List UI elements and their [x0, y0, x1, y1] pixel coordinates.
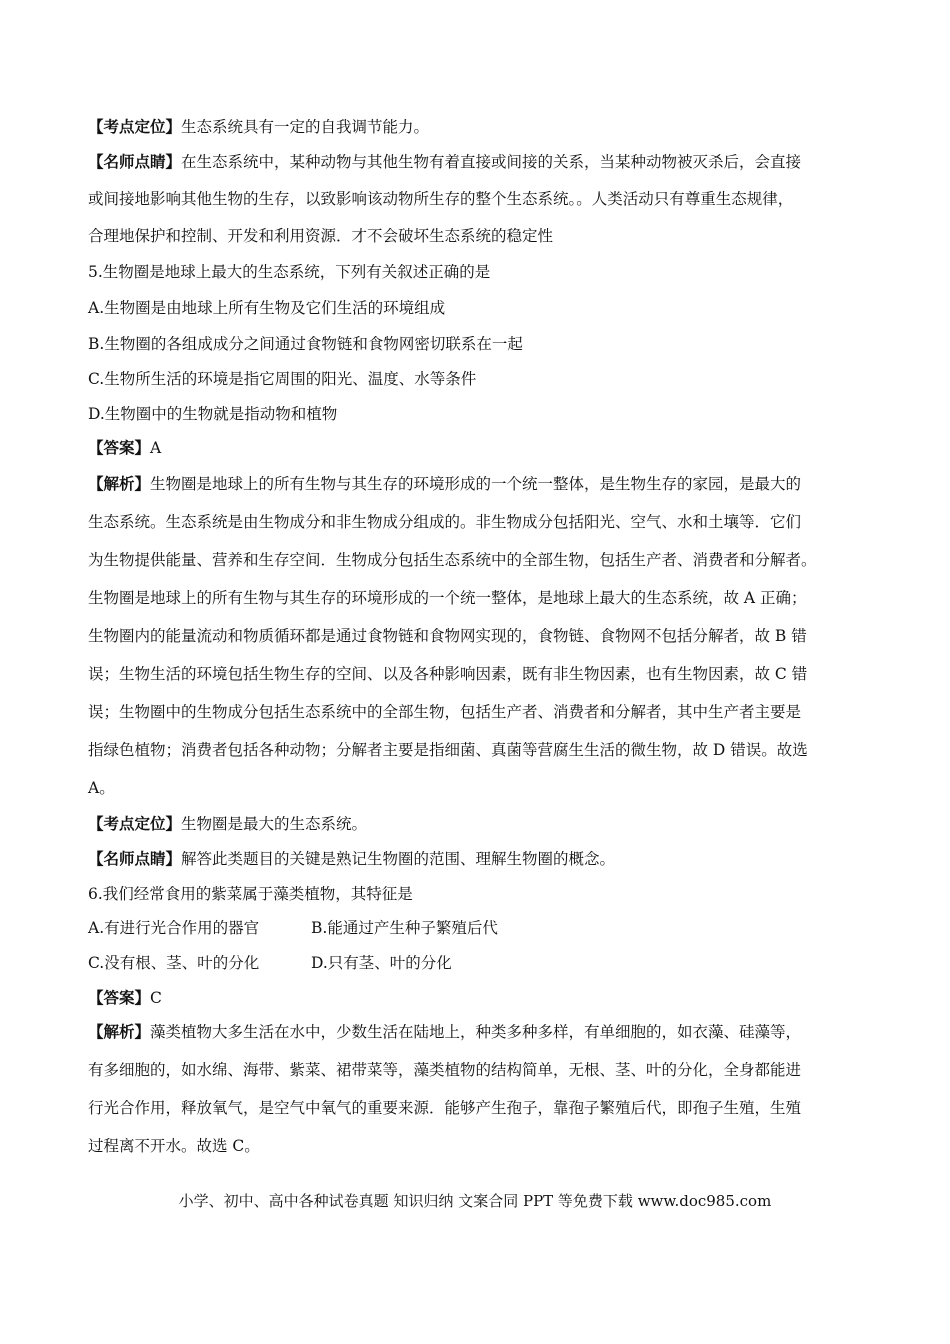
- question-5-teacher-note: [88, 849, 878, 869]
- question-5-explanation-line-6: 误；生物生活的环境包括生物生存的空间、以及各种影响因素，既有非生物因素，也有生物因素，故 C 错: [88, 665, 808, 683]
- question-6-option-c: C.没有根、茎、叶的分化: [88, 954, 260, 972]
- exam-point-text: 生物圈是最大的生态系统。: [181, 815, 368, 833]
- exam-point-text: 生态系统具有一定的自我调节能力。: [181, 118, 430, 136]
- question-5-explanation-line-7: 误；生物圈中的生物成分包括生态系统中的全部生物，包括生产者、消费者和分解者，其中生产者主要是: [88, 703, 802, 721]
- page-footer: 小学、初中、高中各种试卷真题 知识归纳 文案合同 PPT 等免费下载 www.doc985.com: [178, 1192, 772, 1210]
- answer-value: A: [150, 439, 162, 457]
- question-6-stem: 6.我们经常食用的紫菜属于藻类植物，其特征是: [88, 885, 413, 903]
- question-6-explanation-line-4: 过程离不开水。故选 C。: [88, 1137, 260, 1155]
- teacher-note-line-1: [88, 152, 878, 172]
- question-5-explanation-line-2: 生态系统。生态系统是由生物成分和非生物成分组成的。非生物成分包括阳光、空气、水和土壤等．它们: [88, 513, 802, 531]
- question-5-option-a: A.生物圈是由地球上所有生物及它们生活的环境组成: [88, 299, 446, 317]
- teacher-note-text: 在生态系统中，某种动物与其他生物有着直接或间接的关系，当某种动物被灭杀后，会直接: [181, 153, 802, 171]
- question-6-answer: [88, 988, 878, 1008]
- explanation-text: 生物圈是地球上的所有生物与其生存的环境形成的一个统一整体，是生物生存的家园，是最大的: [150, 475, 802, 493]
- answer-tag: 【答案】: [88, 438, 151, 457]
- explanation-tag: 【解析】: [88, 474, 151, 493]
- exam-point-paragraph: [88, 117, 878, 137]
- answer-value: C: [150, 989, 162, 1007]
- explanation-text: 藻类植物大多生活在水中，少数生活在陆地上，种类多种多样，有单细胞的，如衣藻、硅藻等，: [150, 1023, 802, 1041]
- question-5-exam-point: [88, 814, 878, 834]
- teacher-note-text: 解答此类题目的关键是熟记生物圈的范围、理解生物圈的概念。: [181, 850, 616, 868]
- explanation-tag: 【解析】: [88, 1022, 151, 1041]
- question-6-option-d: D.只有茎、叶的分化: [311, 954, 452, 972]
- question-6-option-a: A.有进行光合作用的器官: [88, 919, 260, 937]
- question-5-explanation-line-8: 指绿色植物；消费者包括各种动物；分解者主要是指细菌、真菌等营腐生生活的微生物，故 D 错误。故选: [88, 741, 808, 759]
- question-5-option-d: D.生物圈中的生物就是指动物和植物: [88, 405, 338, 423]
- question-5-explanation-line-9: A。: [88, 779, 115, 797]
- teacher-note-line-3: 合理地保护和控制、开发和利用资源．才不会破坏生态系统的稳定性: [88, 227, 554, 245]
- question-6-explanation-line-2: 有多细胞的，如水绵、海带、紫菜、裙带菜等，藻类植物的结构简单，无根、茎、叶的分化，全身都能进: [88, 1061, 802, 1079]
- answer-tag: 【答案】: [88, 988, 151, 1007]
- teacher-note-tag: 【名师点睛】: [88, 152, 182, 171]
- question-6-explanation-line-1: [88, 1022, 878, 1042]
- question-5-stem: 5.生物圈是地球上最大的生态系统，下列有关叙述正确的是: [88, 263, 491, 281]
- exam-point-tag: 【考点定位】: [88, 117, 182, 136]
- question-5-explanation-line-3: 为生物提供能量、营养和生存空间．生物成分包括生态系统中的全部生物，包括生产者、消费者和分解者。: [88, 551, 817, 569]
- teacher-note-line-2: 或间接地影响其他生物的生存，以致影响该动物所生存的整个生态系统。。人类活动只有尊重生态规律，: [88, 190, 794, 208]
- teacher-note-tag: 【名师点睛】: [88, 849, 182, 868]
- question-6-explanation-line-3: 行光合作用，释放氧气，是空气中氧气的重要来源．能够产生孢子，靠孢子繁殖后代，即孢子生殖，生殖: [88, 1099, 802, 1117]
- question-5-explanation-line-4: 生物圈是地球上的所有生物与其生存的环境形成的一个统一整体，是地球上最大的生态系统，故 A 正确；: [88, 589, 807, 607]
- question-5-explanation-line-1: [88, 474, 878, 494]
- question-5-answer: [88, 438, 878, 458]
- exam-point-tag: 【考点定位】: [88, 814, 182, 833]
- question-6-option-b: B.能通过产生种子繁殖后代: [311, 919, 498, 937]
- question-5-option-c: C.生物所生活的环境是指它周围的阳光、温度、水等条件: [88, 370, 477, 388]
- question-5-explanation-line-5: 生物圈内的能量流动和物质循环都是通过食物链和食物网实现的，食物链、食物网不包括分解者，故 B 错: [88, 627, 807, 645]
- question-5-option-b: B.生物圈的各组成成分之间通过食物链和食物网密切联系在一起: [88, 335, 523, 353]
